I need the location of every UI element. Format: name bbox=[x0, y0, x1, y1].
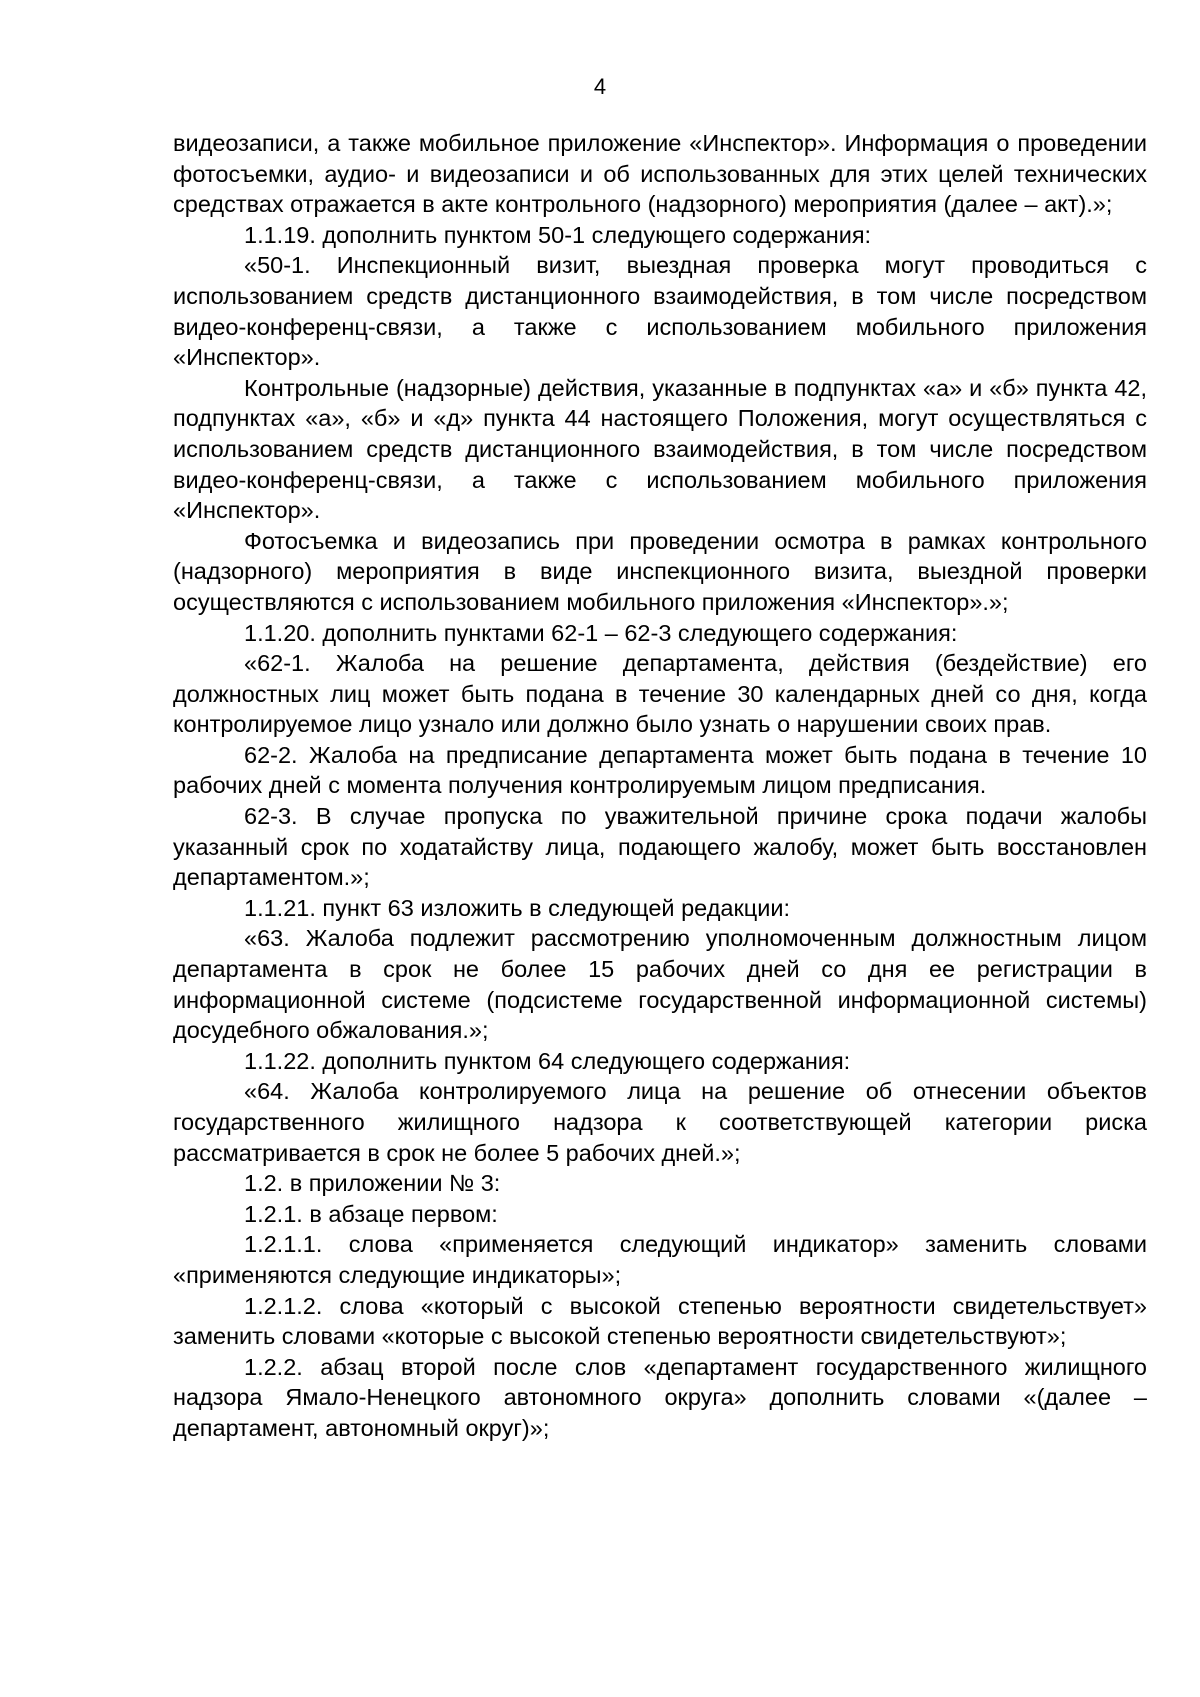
paragraph: 1.1.19. дополнить пунктом 50-1 следующего содержания: bbox=[244, 221, 872, 248]
paragraph: Контрольные (надзорные) действия, указанные в подпунктах «а» и «б» пункта 42, подпунктах «а», «б» и «д» пункта 44 настоящего Положения, могут осуществляться с использованием средств дистанционного взаимодействия, в том числе посредством видео-конференц-связи, а также с использованием мобильного приложения «Инспектор». bbox=[173, 374, 1147, 524]
paragraph: «63. Жалоба подлежит рассмотрению уполномоченным должностным лицом департамента в срок не более 15 рабочих дней со дня ее регистрации в информационной системе (подсистеме государственной информационной системы) досудебного обжалования.»; bbox=[173, 925, 1147, 1044]
paragraph: «62-1. Жалоба на решение департамента, действия (бездействие) его должностных лиц может быть подана в течение 30 календарных дней со дня, когда контролируемое лицо узнало или должно было узнать о нарушении своих прав. bbox=[173, 650, 1147, 738]
paragraph: «50-1. Инспекционный визит, выездная проверка могут проводиться с использованием средств дистанционного взаимодействия, в том числе посредством видео-конференц-связи, а также с использованием мобильного приложения «Инспектор». bbox=[173, 252, 1147, 371]
paragraph: 1.1.21. пункт 63 изложить в следующей редакции: bbox=[244, 894, 790, 921]
paragraph: 1.2.1. в абзаце первом: bbox=[244, 1200, 498, 1227]
paragraph: 1.2.2. абзац второй после слов «департамент государственного жилищного надзора Ямало-Ненецкого автономного округа» дополнить словами «(далее – департамент, автономный округ)»; bbox=[173, 1353, 1147, 1441]
paragraph: Фотосъемка и видеозапись при проведении осмотра в рамках контрольного (надзорного) мероприятия в виде инспекционного визита, выездной проверки осуществляются с использованием мобильного приложения «Инспектор».»; bbox=[173, 527, 1147, 615]
paragraph: 1.1.20. дополнить пунктами 62-1 – 62-3 следующего содержания: bbox=[244, 619, 958, 646]
paragraph: видеозаписи, а также мобильное приложение «Инспектор». Информация о проведении фотосъемки, аудио- и видеозаписи и об использованных для этих целей технических средствах отражается в акте контрольного (надзорного) мероприятия (далее – акт).»; bbox=[173, 130, 1147, 218]
paragraph: 62-2. Жалоба на предписание департамента может быть подана в течение 10 рабочих дней с момента получения контролируемым лицом предписания. bbox=[173, 741, 1147, 799]
paragraph: «64. Жалоба контролируемого лица на решение об отнесении объектов государственного жилищного надзора к соответствующей категории риска рассматривается в срок не более 5 рабочих дней.»; bbox=[173, 1078, 1147, 1166]
paragraph: 1.1.22. дополнить пунктом 64 следующего содержания: bbox=[244, 1047, 851, 1074]
page-number: 4 bbox=[593, 74, 607, 99]
paragraph: 1.2. в приложении № 3: bbox=[244, 1170, 501, 1197]
document-body bbox=[173, 128, 1147, 1444]
paragraph: 62-3. В случае пропуска по уважительной причине срока подачи жалобы указанный срок по ходатайству лица, подающего жалобу, может быть восстановлен департаментом.»; bbox=[173, 803, 1147, 891]
paragraph: 1.2.1.2. слова «который с высокой степенью вероятности свидетельствует» заменить словами «которые с высокой степенью вероятности свидетельствуют»; bbox=[173, 1292, 1147, 1350]
paragraph: 1.2.1.1. слова «применяется следующий индикатор» заменить словами «применяются следующие индикаторы»; bbox=[173, 1231, 1147, 1288]
